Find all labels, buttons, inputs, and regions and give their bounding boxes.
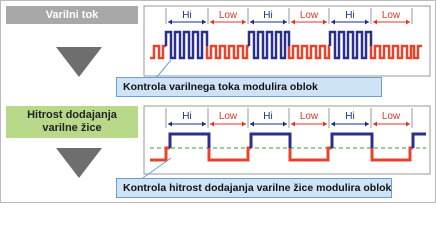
wire-feed-label: Hitrost dodajanja varilne žice: [6, 106, 138, 138]
low-label: Low: [381, 111, 401, 122]
low-label: Low: [299, 10, 319, 21]
hi-label: Hi: [263, 10, 273, 21]
low-label: Low: [218, 111, 238, 122]
hi-label: Hi: [263, 111, 273, 122]
hi-label: Hi: [345, 111, 355, 122]
hi-label: Hi: [345, 10, 355, 21]
low-label: Low: [381, 10, 401, 21]
low-label: Low: [299, 111, 319, 122]
current-label: Varilni tok: [6, 6, 138, 24]
low-label: Low: [218, 10, 238, 21]
down-arrow-icon: [56, 47, 102, 77]
hi-label: Hi: [182, 111, 192, 122]
current-caption: Kontrola varilnega toka modulira oblok: [116, 77, 382, 97]
down-arrow-icon: [56, 148, 102, 178]
hi-label: Hi: [182, 10, 192, 21]
wire-feed-caption: Kontrola hitrost dodajanja varilne žice modulira oblok: [116, 178, 392, 198]
